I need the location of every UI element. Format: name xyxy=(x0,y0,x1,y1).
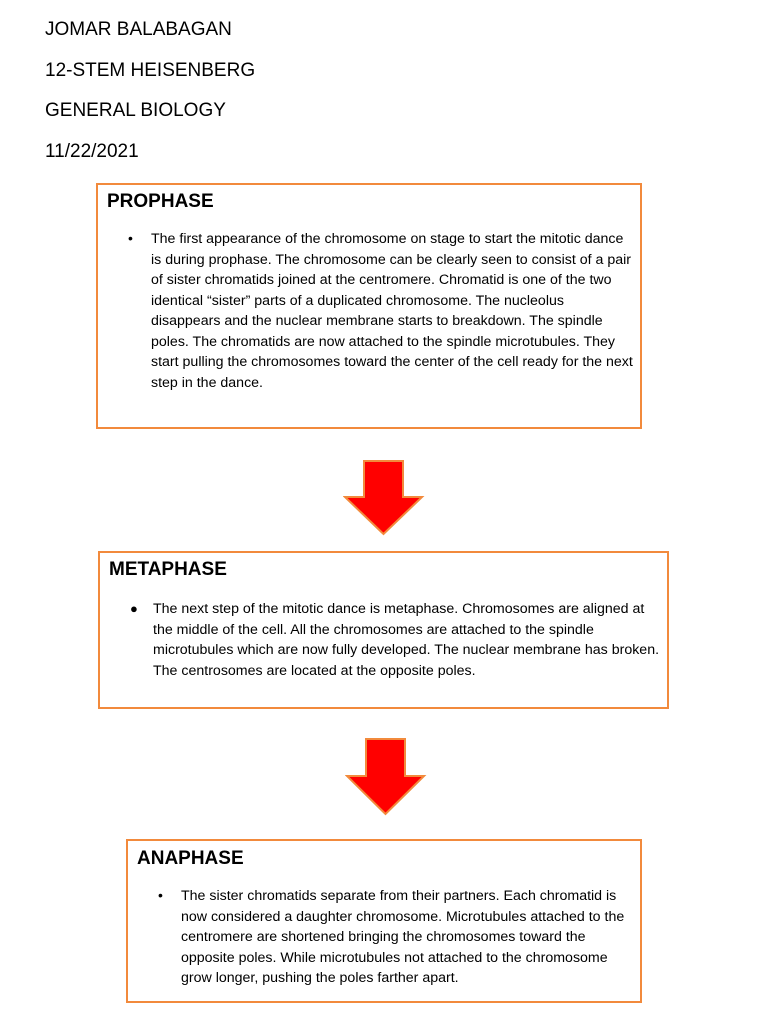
prophase-box xyxy=(96,183,642,429)
subject-title: GENERAL BIOLOGY xyxy=(45,100,226,121)
metaphase-bullet: ● xyxy=(130,601,138,616)
down-arrow-icon xyxy=(345,737,427,817)
class-section: 12-STEM HEISENBERG xyxy=(45,60,256,81)
prophase-text: The first appearance of the chromosome on stage to start the mitotic dance is during prophase. The chromosome can be clearly seen to consist of a pair of sister chromatids joined at the centromere. Chromatid is one of the two identical “sister” parts of a duplicated chromosome. The nucleolus disappears and the nuclear membrane starts to breakdown. The spindle poles. The chromatids are now attached to the spindle microtubules. They start pulling the chromosomes toward the center of the cell ready for the next step in the dance. xyxy=(151,231,633,391)
down-arrow-shape xyxy=(345,461,422,534)
anaphase-title: ANAPHASE xyxy=(137,848,244,869)
anaphase-box xyxy=(126,839,642,1003)
student-name: JOMAR BALABAGAN xyxy=(45,19,232,40)
metaphase-text: The next step of the mitotic dance is metaphase. Chromosomes are aligned at the middle of the cell. All the chromosomes are attached to the spindle microtubules which are now fully developed. The nuclear membrane has broken. The centrosomes are located at the opposite poles. xyxy=(153,601,660,679)
down-arrow-shape xyxy=(347,739,424,814)
document-date: 11/22/2021 xyxy=(45,141,139,162)
prophase-title: PROPHASE xyxy=(107,191,214,212)
prophase-bullet: • xyxy=(128,230,133,246)
anaphase-text: The sister chromatids separate from their partners. Each chromatid is now considered a daughter chromosome. Microtubules attached to the centromere are shortened bringing the chromosomes toward the opposite poles. While microtubules not attached to the chromosome grow longer, pushing the poles farther apart. xyxy=(181,888,625,986)
metaphase-title: METAPHASE xyxy=(109,559,227,580)
metaphase-box xyxy=(98,551,669,709)
anaphase-bullet: • xyxy=(158,887,163,903)
down-arrow-icon xyxy=(343,459,425,537)
